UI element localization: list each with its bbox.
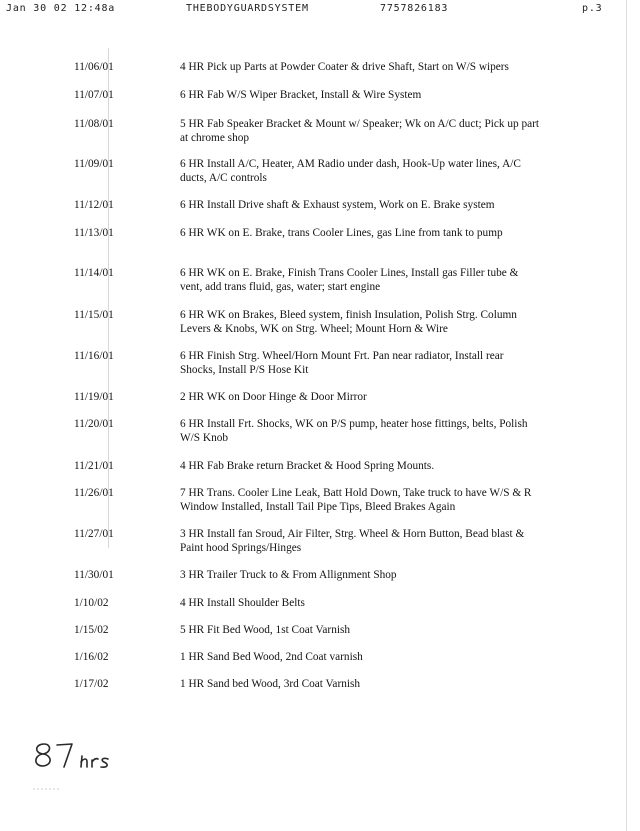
entry-description: 6 HR Finish Strg. Wheel/Horn Mount Frt. Pan near radiator, Install rear Shocks, Install P/S Hose Kit bbox=[180, 350, 504, 376]
entry-description: 3 HR Install fan Sroud, Air Filter, Strg. Wheel & Horn Button, Bead blast & Paint hood Springs/Hinges bbox=[180, 528, 525, 554]
entry-description: 4 HR Fab Brake return Bracket & Hood Spring Mounts. bbox=[180, 460, 435, 472]
entry-description: 4 HR Pick up Parts at Powder Coater & drive Shaft, Start on W/S wipers bbox=[180, 61, 509, 73]
entry-date: 1/17/02 bbox=[74, 678, 109, 690]
fax-page-number: p.3 bbox=[582, 3, 603, 14]
entry-description: 6 HR Install Frt. Shocks, WK on P/S pump, heater hose fittings, belts, Polish W/S Knob bbox=[180, 418, 528, 444]
entry-date: 11/12/01 bbox=[74, 199, 114, 211]
entry-date: 11/15/01 bbox=[74, 309, 114, 321]
entry-description: 6 HR Install A/C, Heater, AM Radio under dash, Hook-Up water lines, A/C ducts, A/C controls bbox=[180, 158, 521, 184]
entry-date: 11/21/01 bbox=[74, 460, 114, 472]
entry-description: 2 HR WK on Door Hinge & Door Mirror bbox=[180, 391, 367, 403]
entry-date: 11/26/01 bbox=[74, 487, 114, 499]
faint-mark bbox=[32, 786, 62, 792]
entry-date: 1/15/02 bbox=[74, 624, 109, 636]
entry-description: 6 HR WK on Brakes, Bleed system, finish Insulation, Polish Strg. Column Levers & Knobs, WK on Strg. Wheel; Mount Horn & Wire bbox=[180, 309, 517, 335]
entry-description: 1 HR Sand bed Wood, 3rd Coat Varnish bbox=[180, 678, 361, 690]
entry-date: 11/07/01 bbox=[74, 89, 114, 101]
entry-date: 11/20/01 bbox=[74, 418, 114, 430]
entry-description: 7 HR Trans. Cooler Line Leak, Batt Hold Down, Take truck to have W/S & R Window Installed, Install Tail Pipe Tips, Bleed Brakes Again bbox=[180, 487, 532, 513]
entry-description: 6 HR Install Drive shaft & Exhaust system, Work on E. Brake system bbox=[180, 199, 495, 211]
entry-date: 11/16/01 bbox=[74, 350, 114, 362]
fax-datetime: Jan 30 02 12:48a bbox=[6, 3, 116, 14]
entry-description: 1 HR Sand Bed Wood, 2nd Coat varnish bbox=[180, 651, 363, 663]
entry-date: 1/16/02 bbox=[74, 651, 109, 663]
entry-date: 11/19/01 bbox=[74, 391, 114, 403]
entry-description: 4 HR Install Shoulder Belts bbox=[180, 597, 305, 609]
entry-date: 1/10/02 bbox=[74, 597, 109, 609]
entry-description: 5 HR Fit Bed Wood, 1st Coat Varnish bbox=[180, 624, 351, 636]
entry-description: 5 HR Fab Speaker Bracket & Mount w/ Speaker; Wk on A/C duct; Pick up part at chrome shop bbox=[180, 118, 540, 144]
entry-date: 11/30/01 bbox=[74, 569, 114, 581]
fax-sender: THEBODYGUARDSYSTEM bbox=[186, 3, 309, 14]
entry-date: 11/14/01 bbox=[74, 267, 114, 279]
fax-phone: 7757826183 bbox=[380, 3, 449, 14]
entry-date: 11/09/01 bbox=[74, 158, 114, 170]
entry-description: 3 HR Trailer Truck to & From Allignment Shop bbox=[180, 569, 397, 581]
handwritten-total bbox=[30, 736, 140, 776]
entry-description: 6 HR WK on E. Brake, trans Cooler Lines, gas Line from tank to pump bbox=[180, 227, 503, 239]
entry-description: 6 HR WK on E. Brake, Finish Trans Cooler Lines, Install gas Filler tube & vent, add trans fluid, gas, water; start engine bbox=[180, 267, 519, 293]
entry-description: 6 HR Fab W/S Wiper Bracket, Install & Wire System bbox=[180, 89, 422, 101]
entry-date: 11/06/01 bbox=[74, 61, 114, 73]
entry-date: 11/08/01 bbox=[74, 118, 114, 130]
entry-date: 11/27/01 bbox=[74, 528, 114, 540]
entry-date: 11/13/01 bbox=[74, 227, 114, 239]
